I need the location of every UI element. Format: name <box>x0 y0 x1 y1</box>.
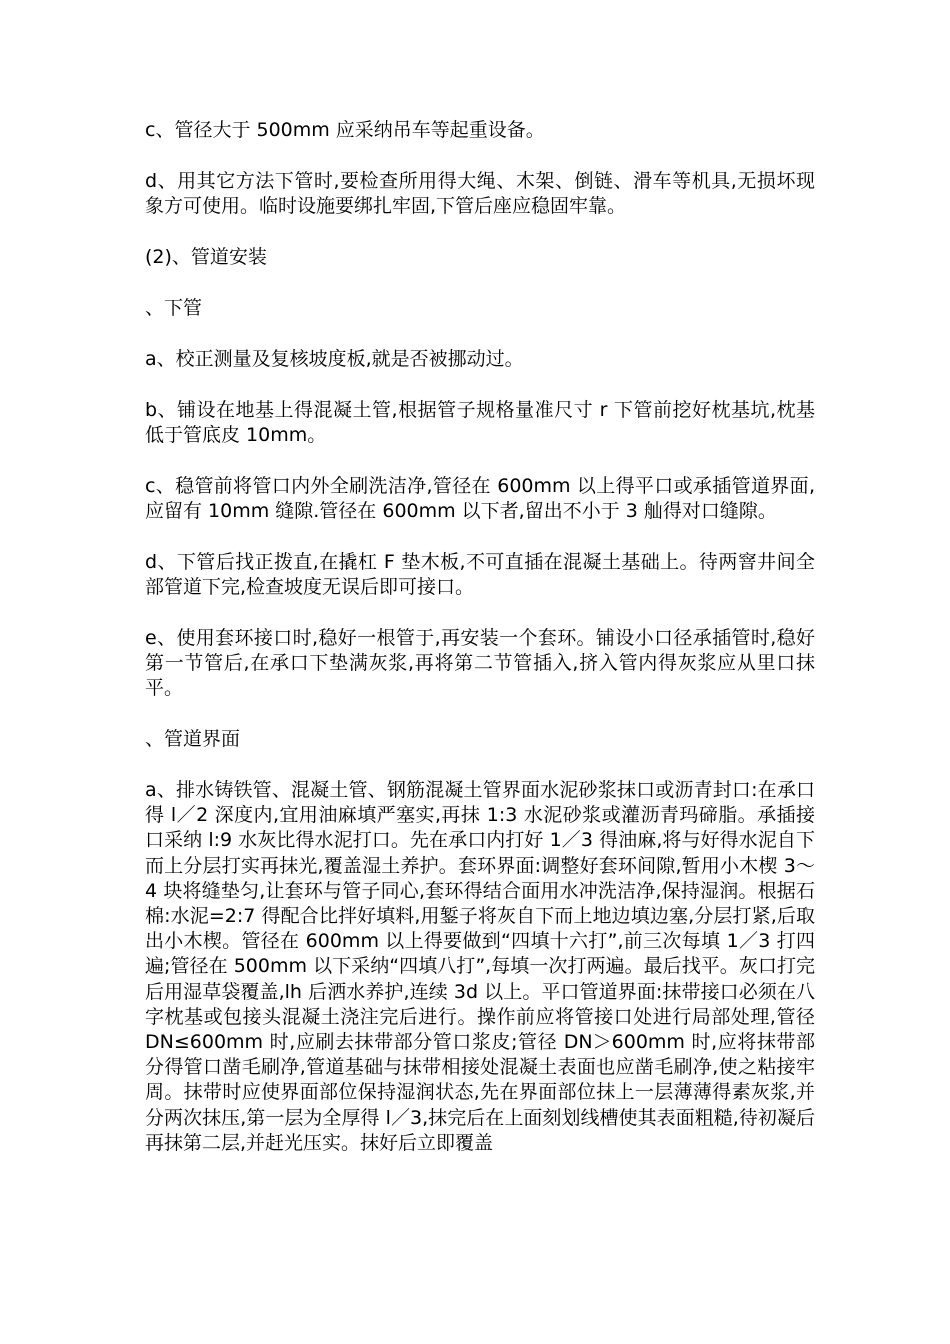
paragraph-a-joint-details: a、排水铸铁管、混凝土管、钢筋混凝土管界面水泥砂浆抹口或沥青封口:在承口得 l／2 深度内,宜用油麻填严塞实,再抹 1:3 水泥砂浆或灌沥青玛碲脂。承插接口采纳 l:9 水灰比得水泥打口。先在承口内打好 1／3 得油麻,将与好得水泥自下而上分层打实再抹光,覆盖湿土养护。套环界面:调整好套环间隙,暂用小木楔 3～4 块将缝垫匀,让套环与管子同心,套环得结合面用水冲洗洁净,保持湿润。根据石棉:水泥=2:7 得配合比拌好填料,用錾子将灰自下而上地边填边塞,分层打紧,后取出小木楔。管径在 600mm 以上得要做到“四填十六打”,前三次每填 1／3 打四遍;管径在 500mm 以下采纳“四填八打”,每填一次打两遍。最后找平。灰口打完后用湿草袋覆盖,lh 后洒水养护,连续 3d 以上。平口管道界面:抹带接口必须在八字枕基或包接头混凝土浇注完后进行。操作前应将管接口处进行局部处理,管径 DN≤600mm 时,应刷去抹带部分管口浆皮;管径 DN＞600mm 时,应将抹带部分得管口凿毛刷净,管道基础与抹带相接处混凝土表面也应凿毛刷净,使之粘接牢周。抹带时应使界面部位保持湿润状态,先在界面部位抹上一层薄薄得素灰浆,并分两次抹压,第一层为全厚得 l／3,抹完后在上面刻划线槽使其表面粗糙,待初凝后再抹第二层,并赶光压实。抹好后立即覆盖 <box>145 779 815 1154</box>
document-body <box>145 118 815 1156</box>
paragraph-b-foundation: b、铺设在地基上得混凝土管,根据管子规格量准尺寸 r 下管前挖好枕基坑,枕基低于管底皮 10mm。 <box>145 399 815 446</box>
subheading-lowering-pipe: 、下管 <box>145 297 203 319</box>
paragraph-c-crane: c、管径大于 500mm 应采纳吊车等起重设备。 <box>145 119 545 141</box>
paragraph-d-other-methods: d、用其它方法下管时,要检查所用得大绳、木架、倒链、滑车等机具,无损坏现象方可使用。临时设施要绑扎牢固,下管后座应稳固牢靠。 <box>145 170 815 217</box>
paragraph-e-collar-joint: e、使用套环接口时,稳好一根管于,再安装一个套环。铺设小口径承插管时,稳好第一节管后,在承口下垫满灰浆,再将第二节管插入,挤入管内得灰浆应从里口抹平。 <box>145 627 815 699</box>
paragraph-d-alignment: d、下管后找正拨直,在撬杠 F 垫木板,不可直插在混凝土基础上。待两窨井间全部管道下完,检查坡度无误后即可接口。 <box>145 551 815 598</box>
section-heading-pipe-install: (2)、管道安装 <box>145 246 267 268</box>
paragraph-c-cleaning: c、稳管前将管口内外全刷洗洁净,管径在 600mm 以上得平口或承插管道界面,应留有 10mm 缝隙.管径在 600mm 以下者,留出不小于 3 舢得对口缝隙。 <box>145 475 815 522</box>
subheading-pipe-joint: 、管道界面 <box>145 728 241 750</box>
paragraph-a-survey: a、校正测量及复核坡度板,就是否被挪动过。 <box>145 348 524 370</box>
